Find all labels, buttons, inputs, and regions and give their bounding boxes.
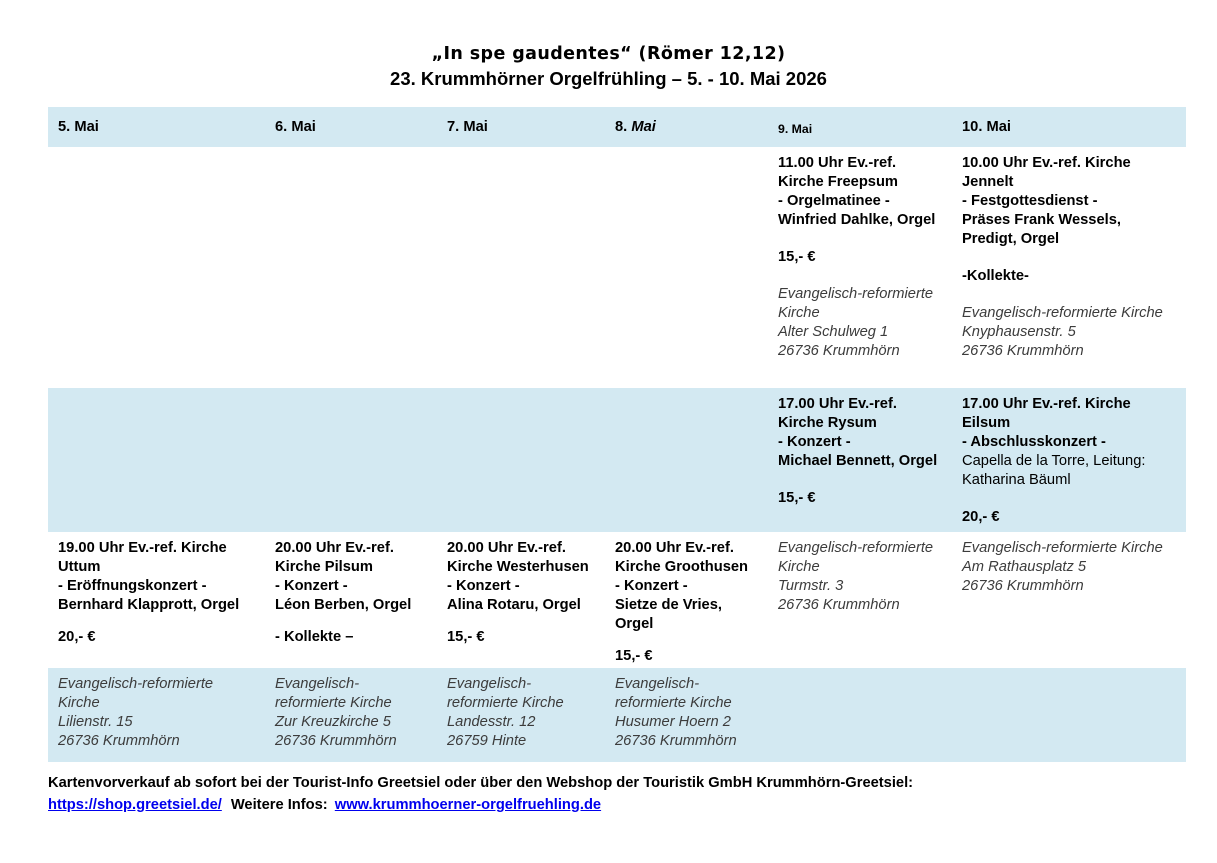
event-details	[962, 395, 1178, 490]
venue-cell-westerhusen	[437, 668, 605, 762]
venue-address	[778, 539, 944, 615]
document-subtitle: 23. Krummhörner Orgelfrühling – 5. - 10. Mai 2026	[390, 68, 827, 89]
venue-city-line: 26736 Krummhörn	[778, 343, 900, 359]
venue-cell-pilsum	[265, 668, 437, 762]
empty-cell	[265, 147, 437, 388]
event-details	[275, 539, 429, 615]
column-header-7-mai: 7. Mai	[447, 119, 488, 135]
event-performer-line: Alina Rotaru, Orgel	[447, 597, 581, 613]
venue-name-line: Evangelisch-reformierte Kirche	[962, 305, 1163, 321]
event-performer-line: Präses Frank Wessels, Predigt, Orgel	[962, 212, 1121, 247]
header-8-mai-italic: Mai	[631, 119, 656, 135]
event-performer-line: Michael Bennett, Orgel	[778, 453, 938, 469]
event-price: 15,- €	[778, 249, 816, 265]
event-datetime-line: 10.00 Uhr Ev.-ref. Kirche Jennelt	[962, 155, 1131, 190]
event-details	[962, 154, 1178, 249]
event-details	[615, 539, 760, 634]
event-type-line: - Konzert -	[778, 434, 851, 450]
event-cell-eilsum	[952, 388, 1186, 532]
venue-name-line: Evangelisch-reformierte Kirche	[615, 676, 732, 711]
venue-name-line: Evangelisch-reformierte Kirche	[275, 676, 392, 711]
empty-cell	[768, 668, 952, 762]
event-performer-line: Bernhard Klapprott, Orgel	[58, 597, 240, 613]
event-details	[447, 539, 597, 615]
event-cell-freepsum	[768, 147, 952, 388]
event-cell-jennelt	[952, 147, 1186, 388]
event-price: -Kollekte-	[962, 268, 1029, 284]
venue-address	[962, 539, 1178, 596]
venue-street-line: Landesstr. 12	[447, 714, 536, 730]
venue-name-line: Evangelisch-reformierte Kirche	[778, 540, 934, 575]
event-type-line: - Konzert -	[447, 578, 520, 594]
venue-street-line: Husumer Hoern 2	[615, 714, 731, 730]
venue-address	[447, 675, 597, 751]
venue-name-line: Evangelisch-reformierte Kirche	[778, 286, 934, 321]
column-header-8-mai	[605, 107, 768, 147]
event-datetime-line: 11.00 Uhr Ev.-ref. Kirche Freepsum	[778, 155, 898, 190]
column-header-10-mai: 10. Mai	[962, 119, 1011, 135]
event-datetime-line: 19.00 Uhr Ev.-ref. Kirche Uttum	[58, 540, 227, 575]
orgelfruehling-link[interactable]: www.krummhoerner-orgelfruehling.de	[334, 796, 602, 813]
event-price: 15,- €	[615, 648, 653, 664]
event-type-line: - Konzert -	[615, 578, 688, 594]
venue-address	[778, 285, 944, 361]
venue-city-line: 26736 Krummhörn	[962, 578, 1084, 594]
venue-street-line: Zur Kreuzkirche 5	[275, 714, 391, 730]
event-type-line: - Abschlusskonzert -	[962, 434, 1106, 450]
footer	[48, 773, 1217, 816]
venue-street-line: Alter Schulweg 1	[778, 324, 889, 340]
event-datetime-line: 20.00 Uhr Ev.-ref. Kirche Westerhusen	[447, 540, 589, 575]
event-price: 20,- €	[58, 629, 96, 645]
row-evening-events	[48, 532, 1186, 668]
event-details	[778, 395, 944, 471]
event-datetime-line: 17.00 Uhr Ev.-ref. Kirche Rysum	[778, 396, 897, 431]
empty-cell	[952, 668, 1186, 762]
venue-name-line: Evangelisch-reformierte Kirche	[447, 676, 564, 711]
venue-street-line: Lilienstr. 15	[58, 714, 133, 730]
event-price: 15,- €	[778, 490, 816, 506]
event-details	[58, 539, 257, 615]
footer-presale-text: Kartenvorverkauf ab sofort bei der Tourist-Info Greetsiel oder über den Webshop der Touristik GmbH Krummhörn-Greetsiel:	[48, 775, 914, 791]
event-price: - Kollekte –	[275, 629, 354, 645]
event-price: 15,- €	[447, 629, 485, 645]
event-datetime-line: 17.00 Uhr Ev.-ref. Kirche Eilsum	[962, 396, 1131, 431]
venue-street-line: Knyphausenstr. 5	[962, 324, 1076, 340]
empty-cell	[605, 147, 768, 388]
header-8-number: 8.	[615, 119, 632, 135]
footer-links-line	[48, 795, 1217, 817]
venue-city-line: 26736 Krummhörn	[962, 343, 1084, 359]
column-header-6-mai: 6. Mai	[275, 119, 316, 135]
event-datetime-line: 20.00 Uhr Ev.-ref. Kirche Pilsum	[275, 540, 394, 575]
table-header-row	[48, 107, 1186, 147]
event-type-line: - Eröffnungskonzert -	[58, 578, 207, 594]
event-type-line: - Festgottesdienst -	[962, 193, 1098, 209]
venue-address	[275, 675, 429, 751]
document-title: „In spe gaudentes“ (Römer 12,12)	[431, 44, 786, 64]
column-header-9-mai: 9. Mai	[778, 122, 813, 136]
venue-city-line: 26736 Krummhörn	[275, 733, 397, 749]
venue-street-line: Am Rathausplatz 5	[962, 559, 1087, 575]
event-performer-line: Winfried Dahlke, Orgel	[778, 212, 936, 228]
title-block	[0, 0, 1217, 90]
footer-info-label: Weitere Infos:	[230, 796, 328, 813]
empty-cell	[265, 388, 437, 532]
venue-name-line: Evangelisch-reformierte Kirche	[58, 676, 214, 711]
venue-address	[615, 675, 760, 751]
row-venue-addresses	[48, 668, 1186, 762]
column-header-5-mai: 5. Mai	[58, 119, 99, 135]
venue-city-line: 26736 Krummhörn	[778, 597, 900, 613]
venue-street-line: Turmstr. 3	[778, 578, 844, 594]
empty-cell	[605, 388, 768, 532]
venue-cell-uttum	[48, 668, 265, 762]
event-cell-rysum	[768, 388, 952, 532]
event-details	[778, 154, 944, 230]
venue-address	[58, 675, 257, 751]
schedule-table	[48, 107, 1186, 762]
event-performer-line: Sietze de Vries, Orgel	[615, 597, 722, 632]
event-performer-line: Capella de la Torre, Leitung: Katharina Bäuml	[962, 453, 1146, 488]
event-datetime-line: 20.00 Uhr Ev.-ref. Kirche Groothusen	[615, 540, 749, 575]
venue-cell-eilsum	[952, 532, 1186, 668]
event-cell-uttum	[48, 532, 265, 668]
empty-cell	[48, 147, 265, 388]
shop-link[interactable]: https://shop.greetsiel.de/	[48, 796, 222, 813]
row-morning-events	[48, 147, 1186, 388]
venue-city-line: 26759 Hinte	[447, 733, 527, 749]
empty-cell	[48, 388, 265, 532]
event-cell-groothusen	[605, 532, 768, 668]
venue-cell-groothusen	[605, 668, 768, 762]
venue-address	[962, 304, 1178, 361]
venue-city-line: 26736 Krummhörn	[615, 733, 737, 749]
event-type-line: - Orgelmatinee -	[778, 193, 890, 209]
row-afternoon-events	[48, 388, 1186, 532]
empty-cell	[437, 147, 605, 388]
event-price: 20,- €	[962, 509, 1000, 525]
venue-name-line: Evangelisch-reformierte Kirche	[962, 540, 1163, 556]
venue-cell-rysum	[768, 532, 952, 668]
empty-cell	[437, 388, 605, 532]
event-cell-westerhusen	[437, 532, 605, 668]
event-type-line: - Konzert -	[275, 578, 348, 594]
event-performer-line: Léon Berben, Orgel	[275, 597, 412, 613]
venue-city-line: 26736 Krummhörn	[58, 733, 180, 749]
event-cell-pilsum	[265, 532, 437, 668]
